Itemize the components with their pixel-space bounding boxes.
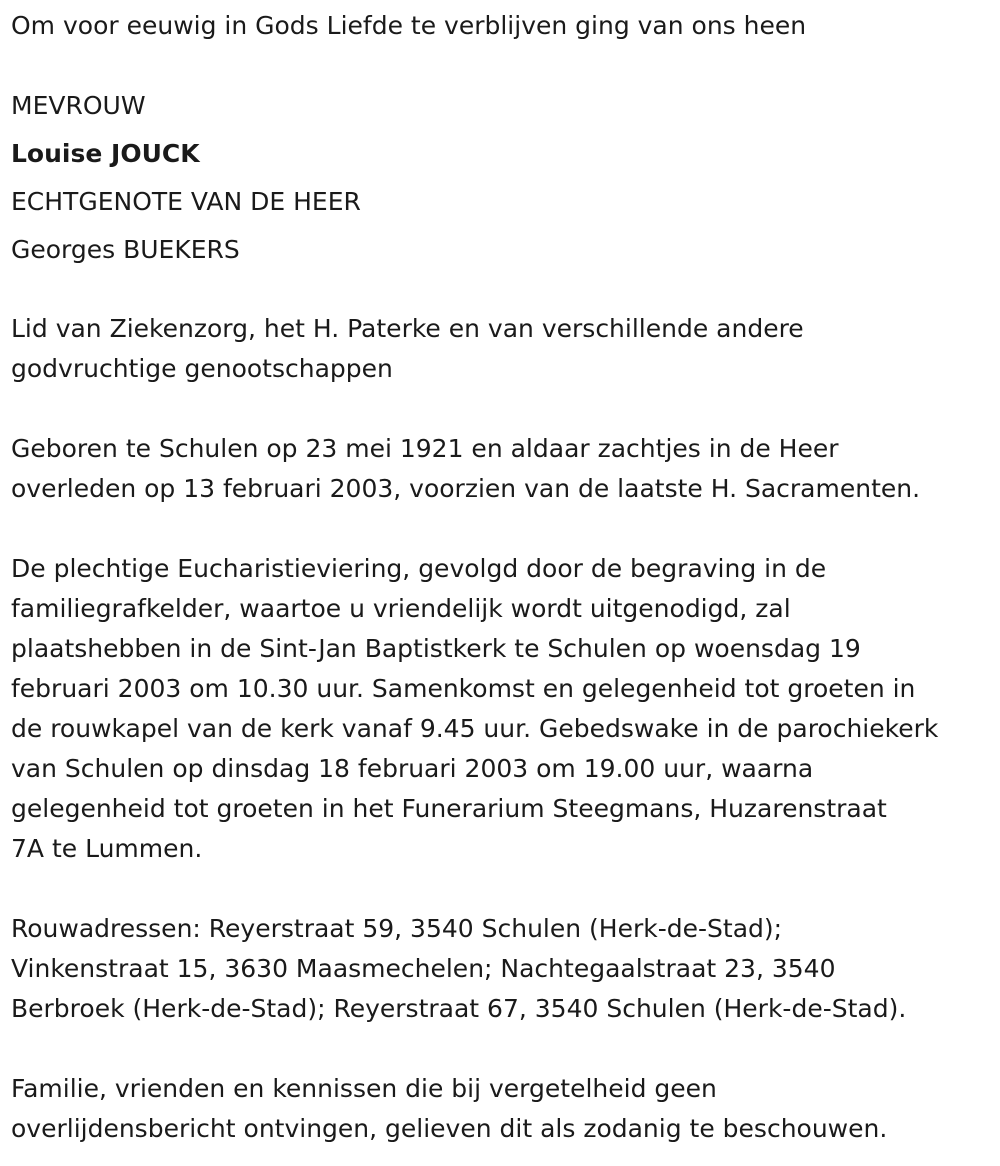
spouse-label: ECHTGENOTE VAN DE HEER bbox=[11, 187, 361, 216]
intro-block bbox=[11, 2, 996, 50]
closing-line: Familie, vrienden en kennissen die bij vergetelheid geen bbox=[11, 1074, 717, 1103]
ceremony-line: februari 2003 om 10.30 uur. Samenkomst en gelegenheid tot groeten in bbox=[11, 674, 916, 703]
membership-paragraph bbox=[11, 309, 996, 389]
addresses-paragraph bbox=[11, 909, 996, 1029]
ceremony-paragraph bbox=[11, 549, 996, 869]
intro-text: Om voor eeuwig in Gods Liefde te verblijven ging van ons heen bbox=[11, 11, 807, 40]
address-line: Berbroek (Herk-de-Stad); Reyerstraat 67, 3540 Schulen (Herk-de-Stad). bbox=[11, 994, 907, 1023]
closing-paragraph bbox=[11, 1069, 996, 1149]
birth-death-line: overleden op 13 februari 2003, voorzien van de laatste H. Sacramenten. bbox=[11, 474, 921, 503]
address-line: Rouwadressen: Reyerstraat 59, 3540 Schulen (Herk-de-Stad); bbox=[11, 914, 783, 943]
birth-death-line: Geboren te Schulen op 23 mei 1921 en aldaar zachtjes in de Heer bbox=[11, 434, 839, 463]
membership-line: Lid van Ziekenzorg, het H. Paterke en van verschillende andere bbox=[11, 314, 804, 343]
membership-line: godvruchtige genootschappen bbox=[11, 354, 393, 383]
ceremony-line: De plechtige Eucharistieviering, gevolgd door de begraving in de bbox=[11, 554, 827, 583]
ceremony-line: 7A te Lummen. bbox=[11, 834, 203, 863]
ceremony-line: plaatshebben in de Sint-Jan Baptistkerk te Schulen op woensdag 19 bbox=[11, 634, 861, 663]
deceased-name: Louise JOUCK bbox=[11, 139, 200, 168]
ceremony-line: gelegenheid tot groeten in het Funerarium Steegmans, Huzarenstraat bbox=[11, 794, 887, 823]
address-line: Vinkenstraat 15, 3630 Maasmechelen; Nachtegaalstraat 23, 3540 bbox=[11, 954, 836, 983]
person-block bbox=[11, 82, 996, 274]
spouse-name: Georges BUEKERS bbox=[11, 235, 240, 264]
ceremony-line: de rouwkapel van de kerk vanaf 9.45 uur. Gebedswake in de parochiekerk bbox=[11, 714, 939, 743]
ceremony-line: van Schulen op dinsdag 18 februari 2003 om 19.00 uur, waarna bbox=[11, 754, 814, 783]
birth-death-paragraph bbox=[11, 429, 996, 509]
closing-line: overlijdensbericht ontvingen, gelieven dit als zodanig te beschouwen. bbox=[11, 1114, 888, 1143]
ceremony-line: familiegrafkelder, waartoe u vriendelijk wordt uitgenodigd, zal bbox=[11, 594, 791, 623]
title-prefix: MEVROUW bbox=[11, 91, 146, 120]
